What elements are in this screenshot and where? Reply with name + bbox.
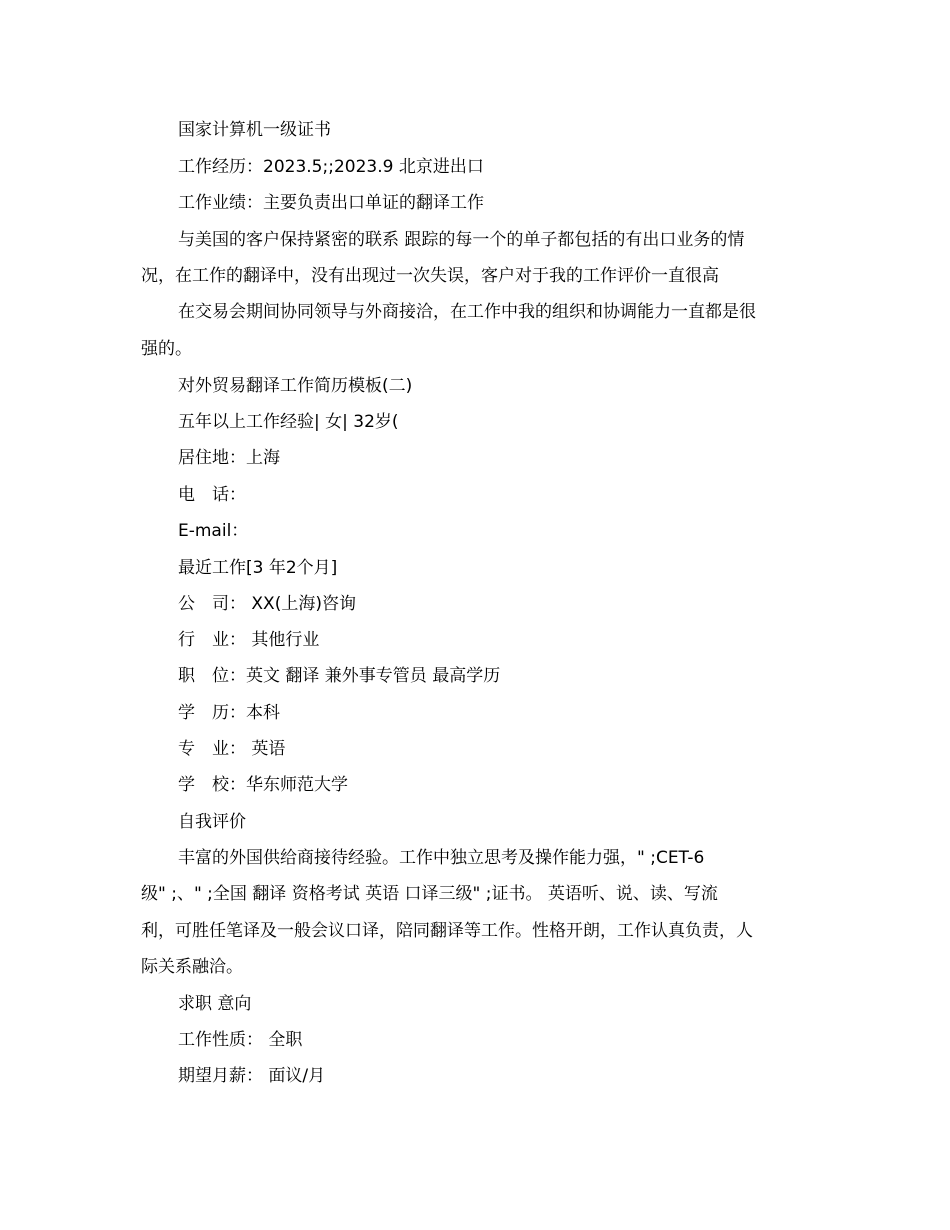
text-line-phone: 电 话： <box>178 485 246 505</box>
text-line-paragraph-1b: 况，在工作的翻译中，没有出现过一次失误，客户对于我的工作评价一直很高 <box>141 266 719 286</box>
text-line-certificate: 国家计算机一级证书 <box>178 120 331 140</box>
text-line-paragraph-2b: 强的。 <box>141 339 192 359</box>
text-line-company: 公 司： XX(上海)咨询 <box>178 594 356 614</box>
text-line-evaluation-1: 丰富的外国供给商接待经验。工作中独立思考及操作能力强，" ;CET-6 <box>178 848 705 868</box>
text-line-evaluation-2: 级" ;、" ;全国 翻译 资格考试 英语 口译三级" ;证书。 英语听、说、读、写流 <box>141 884 718 904</box>
text-line-industry: 行 业： 其他行业 <box>178 630 320 650</box>
text-line-expected-salary: 期望月薪： 面议/月 <box>178 1066 326 1086</box>
text-line-evaluation-4: 际关系融洽。 <box>141 957 243 977</box>
text-line-summary: 五年以上工作经验| 女| 32岁( <box>178 412 399 432</box>
text-line-recent-work: 最近工作[3 年2个月] <box>178 558 338 578</box>
text-line-paragraph-1a: 与美国的客户保持紧密的联系 跟踪的每一个的单子都包括的有出口业务的情 <box>178 230 745 250</box>
text-line-paragraph-2a: 在交易会期间协同领导与外商接洽，在工作中我的组织和协调能力一直都是很 <box>178 302 756 322</box>
text-line-email: E-mail： <box>178 521 249 541</box>
text-line-residence: 居住地：上海 <box>178 448 280 468</box>
text-line-major: 专 业： 英语 <box>178 739 286 759</box>
text-line-position: 职 位：英文 翻译 兼外事专管员 最高学历 <box>178 666 501 686</box>
section-title-self-evaluation: 自我评价 <box>178 812 246 832</box>
section-title-job-intention: 求职 意向 <box>178 994 252 1014</box>
text-line-work-achievement: 工作业绩：主要负责出口单证的翻译工作 <box>178 193 484 213</box>
text-line-evaluation-3: 利，可胜任笔译及一般会议口译，陪同翻译等工作。性格开朗，工作认真负责，人 <box>141 921 753 941</box>
section-title-template-two: 对外贸易翻译工作简历模板(二) <box>178 376 413 396</box>
text-line-work-history: 工作经历：2023.5;;2023.9 北京进出口 <box>178 157 484 177</box>
text-line-education: 学 历：本科 <box>178 703 280 723</box>
text-line-school: 学 校：华东师范大学 <box>178 775 348 795</box>
text-line-job-type: 工作性质： 全职 <box>178 1030 303 1050</box>
